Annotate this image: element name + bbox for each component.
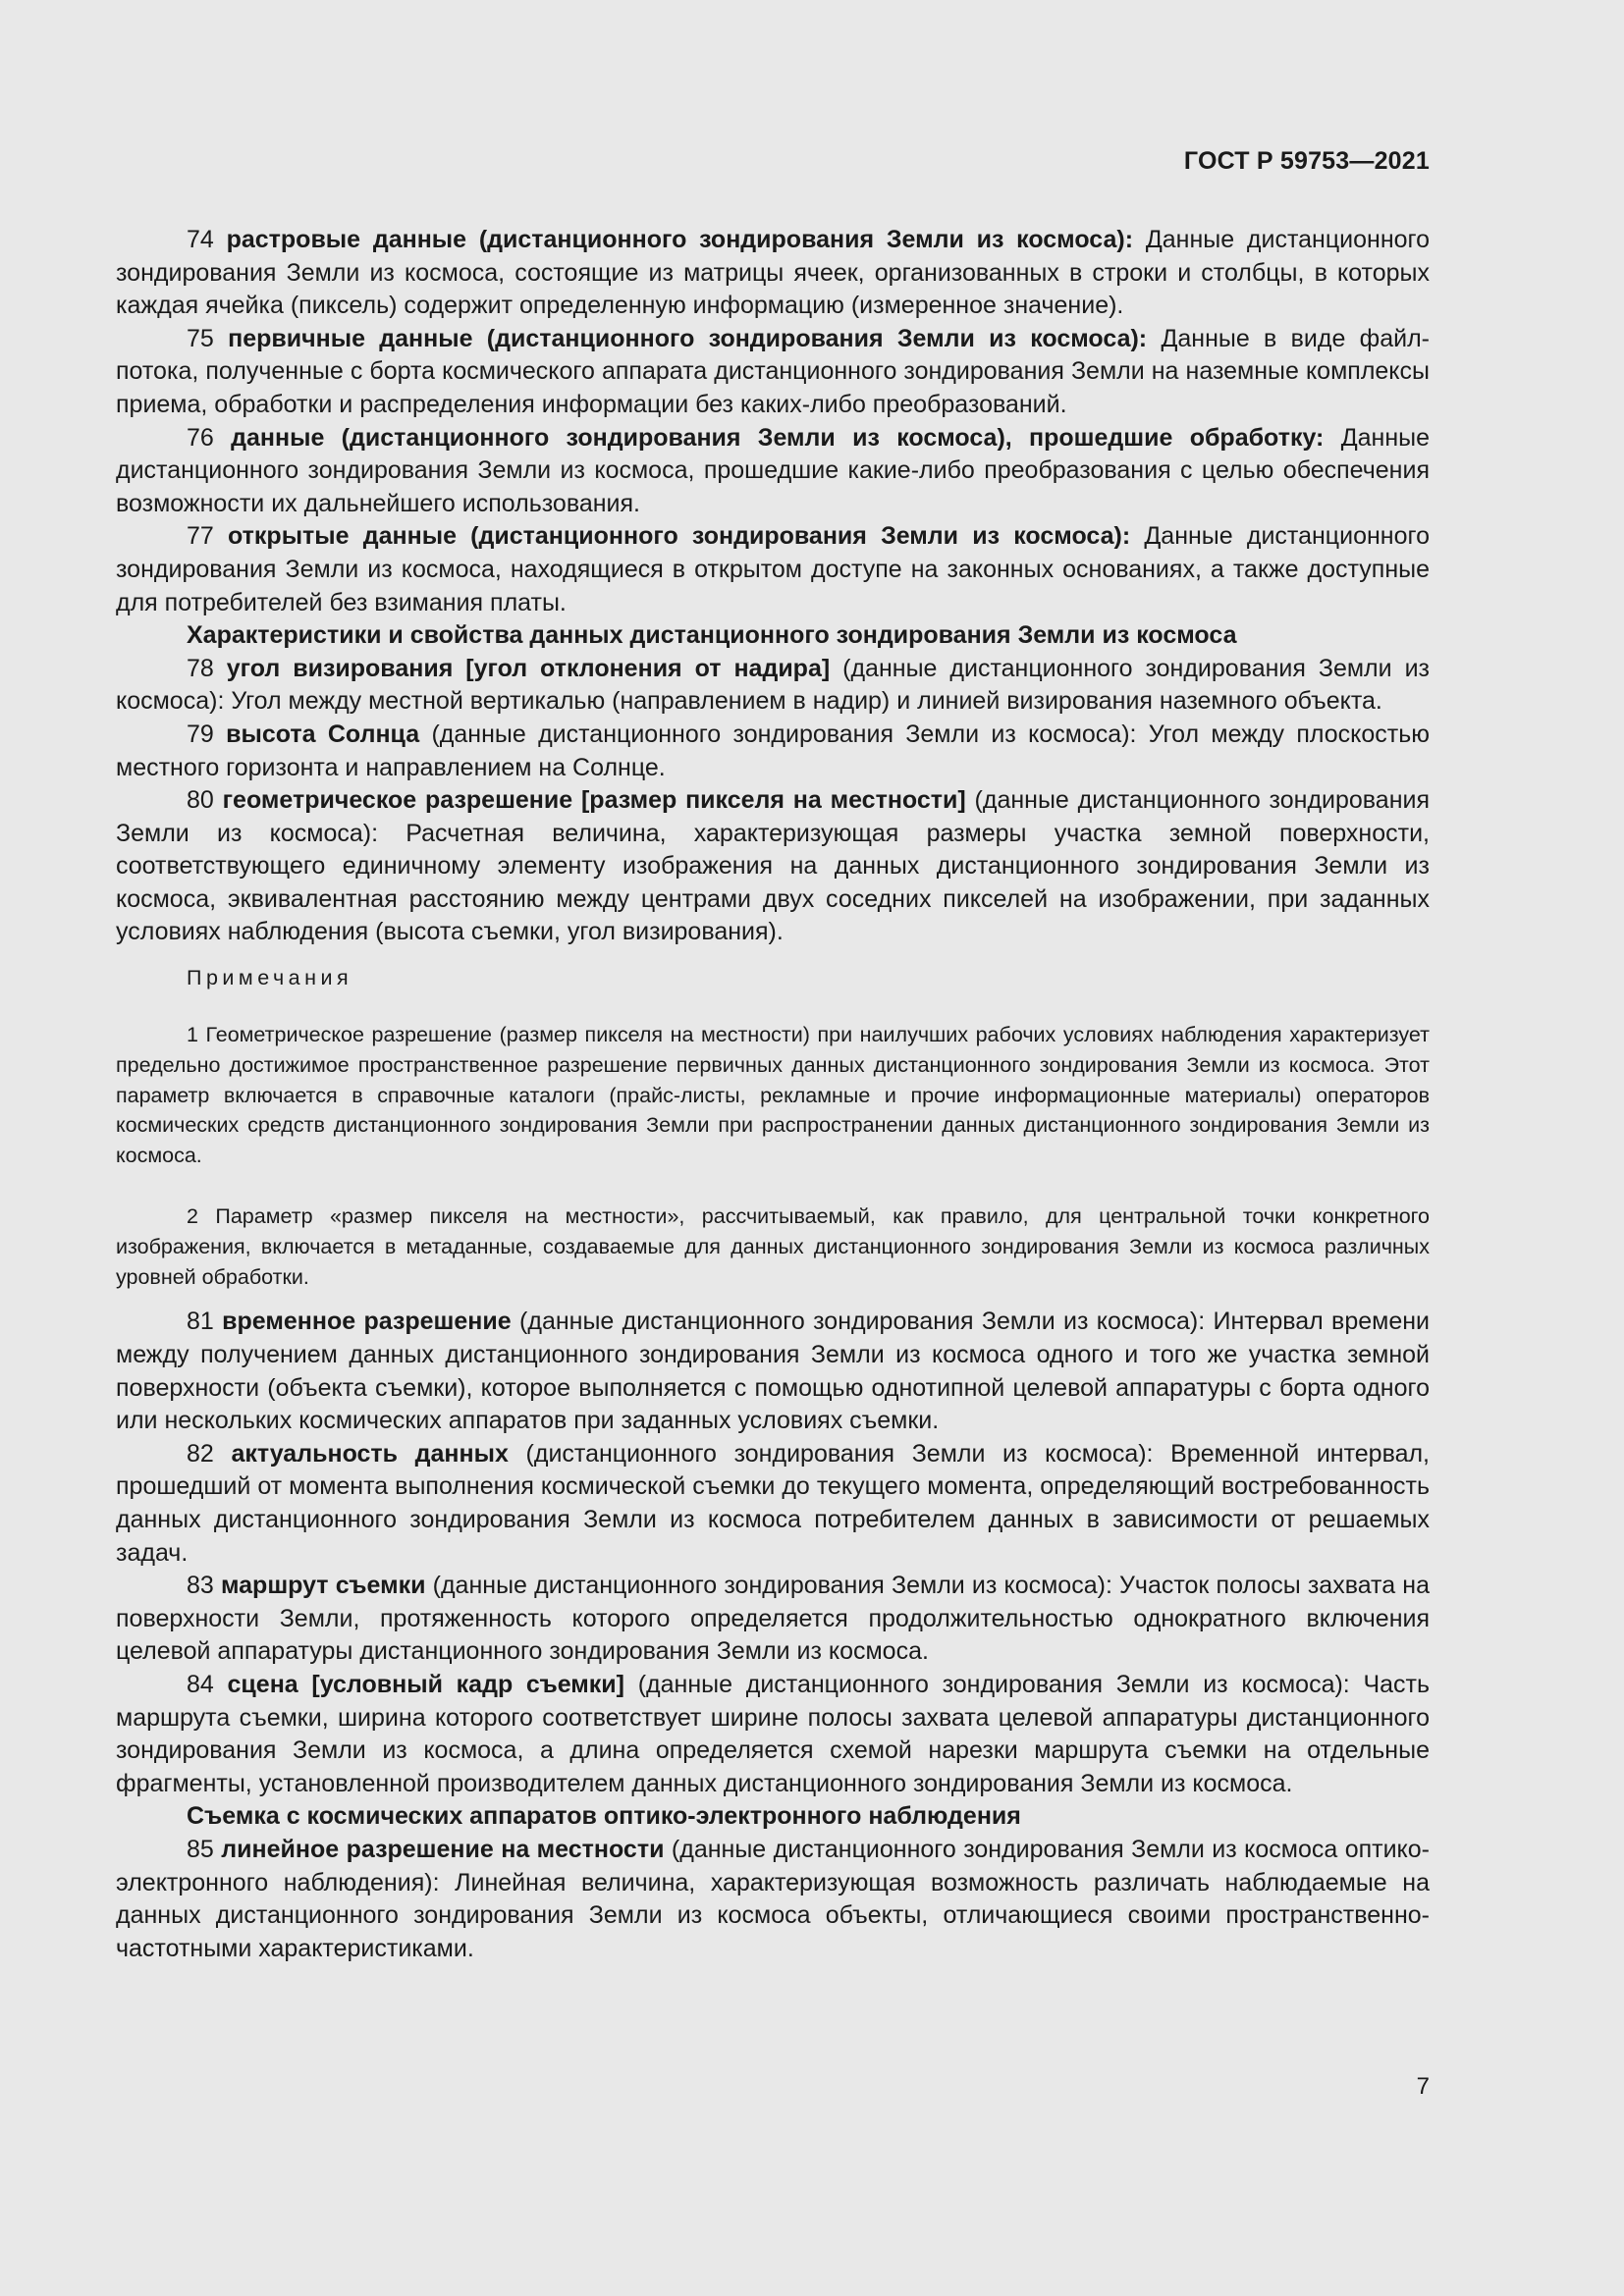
term-name: данные (дистанционного зондирования Земли из космоса), прошедшие обработку: bbox=[231, 423, 1325, 452]
term-number: 76 bbox=[187, 423, 214, 452]
term-definition: (данные дистанционного зондирования Земли из космоса): Участок полосы захвата на поверхности Земли, протяженность которого определяется продолжительностью однократного включения целевой аппаратуры дистанционного зондирования Земли из космоса. bbox=[116, 1572, 1431, 1666]
term-entry bbox=[116, 1438, 1430, 1570]
term-name: угол визирования [угол отклонения от надира] bbox=[226, 654, 831, 682]
term-definition: (данные дистанционного зондирования Земли из космоса): Расчетная величина, характеризующая размеры участка земной поверхности, соответствующего единичному элементу изображения на данных дистанционного зондирования Земли из космоса, эквивалентная расстоянию между центрами двух соседних пикселей на изображении, при заданных условиях наблюдения (высота съемки, угол визирования). bbox=[116, 786, 1431, 946]
term-name: линейное разрешение на местности bbox=[221, 1835, 665, 1863]
section-heading: Характеристики и свойства данных дистанционного зондирования Земли из космоса bbox=[187, 621, 1237, 650]
term-number: 78 bbox=[187, 654, 214, 682]
term-entry bbox=[116, 520, 1430, 619]
term-definition: (данные дистанционного зондирования Земли из космоса): Часть маршрута съемки, ширина которого соответствует ширине полосы захвата целевой аппаратуры дистанционного зондирования Земли из космоса, а длина определяется схемой нарезки маршрута съемки на отдельные фрагменты, установленной производителем данных дистанционного зондирования Земли из космоса. bbox=[116, 1670, 1430, 1797]
term-name: первичные данные (дистанционного зондирования Земли из космоса): bbox=[228, 324, 1148, 352]
term-number: 75 bbox=[187, 324, 214, 352]
term-number: 81 bbox=[187, 1308, 214, 1336]
note-item: 2 Параметр «размер пикселя на местности», рассчитываемый, как правило, для центральной точки конкретного изображения, включается в метаданные, создаваемые для данных дистанционного зондирования Земли из космоса различных уровней обработки. bbox=[116, 1204, 1430, 1289]
term-definition: Данные дистанционного зондирования Земли из космоса, находящиеся в открытом доступе на законных основаниях, а также доступные для потребителей без взимания платы. bbox=[116, 522, 1430, 616]
term-number: 85 bbox=[187, 1835, 214, 1863]
document-body bbox=[116, 224, 1430, 1965]
term-entry bbox=[116, 784, 1430, 949]
document-id: ГОСТ Р 59753—2021 bbox=[1183, 147, 1430, 175]
term-name: высота Солнца bbox=[226, 720, 420, 748]
section-heading: Съемка с космических аппаратов оптико-электронного наблюдения bbox=[187, 1802, 1021, 1831]
term-name: сцена [условный кадр съемки] bbox=[227, 1670, 625, 1698]
term-entry bbox=[116, 1834, 1430, 1965]
term-entry bbox=[116, 224, 1430, 323]
term-number: 83 bbox=[187, 1572, 214, 1600]
term-number: 84 bbox=[187, 1670, 214, 1698]
page-number: 7 bbox=[1416, 2073, 1430, 2100]
term-entry bbox=[116, 422, 1430, 521]
entries-after-notes bbox=[116, 1306, 1430, 1965]
term-number: 82 bbox=[187, 1439, 214, 1468]
term-name: временное разрешение bbox=[222, 1308, 512, 1336]
term-name: открытые данные (дистанционного зондирования Земли из космоса): bbox=[228, 522, 1131, 551]
term-entry bbox=[116, 1306, 1430, 1437]
term-name: растровые данные (дистанционного зондирования Земли из космоса): bbox=[226, 226, 1134, 253]
term-definition: (данные дистанционного зондирования Земли из космоса оптико-электронного наблюдения): Линейная величина, характеризующая возможность различать наблюдаемые на данных дистанционного зондирования Земли из космоса объекты, отличающиеся своими пространственно-частотными характеристиками. bbox=[116, 1835, 1431, 1962]
term-entry bbox=[116, 653, 1430, 719]
term-definition: (дистанционного зондирования Земли из космоса): Временной интервал, прошедший от момента выполнения космической съемки до текущего момента, определяющий востребованность данных дистанционного зондирования Земли из космоса потребителем данных в зависимости от решаемых задач. bbox=[116, 1439, 1431, 1567]
term-definition: (данные дистанционного зондирования Земли из космоса): Угол между местной вертикалью (направлением в надир) и линией визирования наземного объекта. bbox=[116, 654, 1430, 716]
term-definition: Данные в виде файл-потока, полученные с борта космического аппарата дистанционного зондирования Земли на наземные комплексы приема, обработки и распределения информации без каких-либо преобразований. bbox=[116, 324, 1430, 418]
notes-title: Примечания bbox=[187, 966, 353, 990]
term-name: маршрут съемки bbox=[220, 1572, 426, 1600]
note-item: 1 Геометрическое разрешение (размер пикселя на местности) при наилучших рабочих условиях наблюдения характеризует предельно достижимое пространственное разрешение первичных данных дистанционного зондирования Земли из космоса. Этот параметр включается в справочные каталоги (прайс-листы, рекламные и прочие информационные материалы) операторов космических средств дистанционного зондирования Земли при распространении данных дистанционного зондирования Земли из космоса. bbox=[116, 1023, 1430, 1168]
term-number: 74 bbox=[187, 226, 214, 253]
term-entry bbox=[116, 1669, 1430, 1800]
term-definition: Данные дистанционного зондирования Земли из космоса, состоящие из матрицы ячеек, организованных в строки и столбцы, в которых каждая ячейка (пиксель) содержит определенную информацию (измеренное значение). bbox=[116, 226, 1431, 320]
term-definition: (данные дистанционного зондирования Земли из космоса): Интервал времени между получением данных дистанционного зондирования Земли из космоса одного и того же участка земной поверхности (объекта съемки), которое выполняется с помощью однотипной целевой аппаратуры с борта одного или нескольких космических аппаратов при заданных условиях съемки. bbox=[116, 1308, 1431, 1435]
term-number: 79 bbox=[187, 720, 214, 748]
term-definition: Данные дистанционного зондирования Земли из космоса, прошедшие какие-либо преобразования с целью обеспечения возможности их дальнейшего использования. bbox=[116, 423, 1431, 517]
term-name: актуальность данных bbox=[231, 1439, 509, 1468]
term-definition: (данные дистанционного зондирования Земли из космоса): Угол между плоскостью местного горизонта и направлением на Солнце. bbox=[116, 720, 1430, 781]
term-number: 77 bbox=[187, 522, 214, 551]
term-entry bbox=[116, 323, 1430, 422]
term-entry bbox=[116, 1570, 1430, 1669]
term-entry bbox=[116, 719, 1430, 784]
term-name: геометрическое разрешение [размер пикселя на местности] bbox=[222, 786, 966, 815]
term-number: 80 bbox=[187, 786, 214, 815]
